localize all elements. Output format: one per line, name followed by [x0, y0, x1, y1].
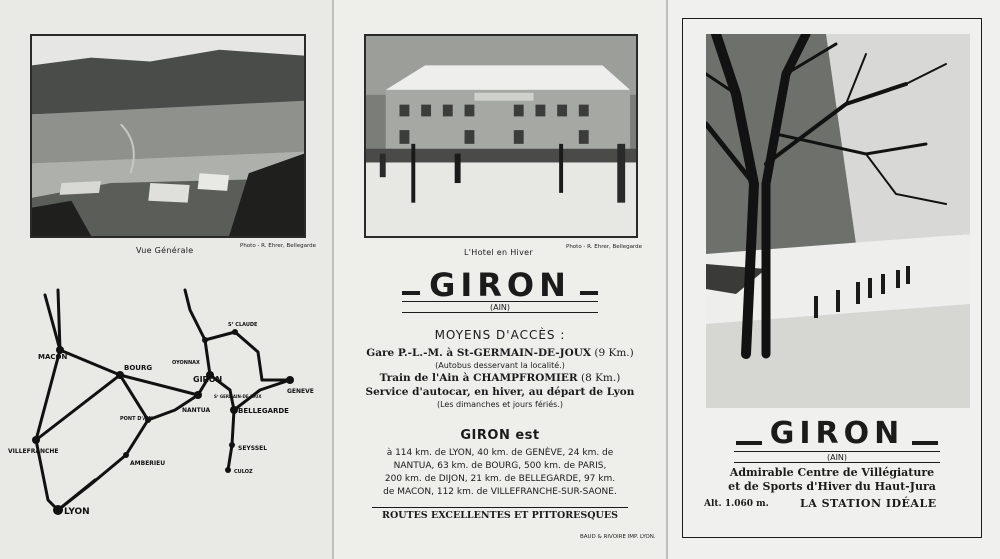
- access-line-4: Service d'autocar, en hiver, au départ de Lyon: [365, 386, 635, 398]
- skiers-tree-photo: [706, 34, 970, 408]
- map-label-amberieu: AMBERIEU: [130, 460, 166, 467]
- map-dot-geneve: [286, 376, 294, 384]
- photo-credit-left: Photo - R. Ehrer, Bellegarde: [240, 243, 317, 249]
- right-title-bar-left: [736, 441, 762, 445]
- roads-slogan: ROUTES EXCELLENTES ET PITTORESQUES: [382, 510, 618, 521]
- left-panel: [0, 0, 332, 559]
- title-bar-right: [580, 291, 598, 295]
- map-label-st-claude: Sᵗ CLAUDE: [228, 322, 258, 328]
- title-bar-left: [402, 291, 420, 295]
- map-label-nantua: NANTUA: [182, 407, 211, 414]
- roads-rule: [372, 507, 628, 508]
- right-subtitle-ain: (AIN): [826, 453, 848, 462]
- photo-credit-middle: Photo - R. Ehrer, Bellegarde: [566, 244, 643, 250]
- map-dot-st-claude: [232, 329, 238, 335]
- subtitle-underline: [402, 301, 598, 313]
- distances-line-3: 200 km. de DIJON, 21 km. de BELLEGARDE, 97 km.: [384, 474, 616, 484]
- map-label-culoz: CULOZ: [234, 469, 253, 475]
- map-dot-bourg: [116, 371, 124, 379]
- map-dot-seyssel: [229, 442, 235, 448]
- distances-line-2: NANTUA, 63 km. de BOURG, 500 km. de PARIS,: [393, 461, 607, 471]
- altitude: Alt. 1.060 m.: [704, 499, 769, 509]
- map-dot-bellegarde: [230, 406, 238, 414]
- access-heading: MOYENS D'ACCÈS :: [434, 328, 566, 342]
- access-line-5: (Les dimanches et jours fériés.): [436, 400, 564, 409]
- photo-caption-general: Vue Générale: [136, 246, 194, 255]
- photo-caption-hotel: L'Hotel en Hiver: [464, 248, 533, 257]
- map-label-seyssel: SEYSSEL: [238, 445, 268, 452]
- map-label-lyon: LYON: [64, 507, 90, 517]
- middle-panel: [334, 0, 666, 559]
- map-dot-culoz: [225, 467, 231, 473]
- map-label-macon: MACON: [38, 353, 68, 361]
- map-dot-oyonnax: [202, 337, 208, 343]
- tagline-line-1: Admirable Centre de Villégiature: [729, 466, 935, 479]
- hotel-winter-photo: [364, 34, 638, 238]
- right-title-giron: GIRON: [769, 416, 905, 451]
- general-view-photo: [30, 34, 306, 238]
- map-dot-nantua: [194, 391, 202, 399]
- map-label-bellegarde: BELLEGARDE: [238, 407, 289, 415]
- map-dot-amberieu: [123, 452, 129, 458]
- map-label-bourg: BOURG: [124, 364, 153, 372]
- subtitle-ain: (AIN): [489, 303, 511, 312]
- access-line-1: Gare P.-L.-M. à St-GERMAIN-DE-JOUX (9 Km.): [366, 347, 634, 359]
- slogan: LA STATION IDÉALE: [800, 497, 937, 510]
- map-dot-villefranche: [32, 436, 40, 444]
- access-line-3: Train de l'Ain à CHAMPFROMIER (8 Km.): [379, 372, 621, 384]
- printer-credit: BAUD & RIVOIRE IMP. LYON.: [580, 534, 656, 540]
- title-giron: GIRON: [429, 266, 571, 304]
- distances-line-1: à 114 km. de LYON, 40 km. de GENÈVE, 24 km. de: [386, 448, 614, 458]
- tagline-line-2: et de Sports d'Hiver du Haut-Jura: [728, 480, 936, 493]
- map-label-st-germain: Sᵗ GERMAIN-DE-JOUX: [214, 394, 262, 399]
- road-map: [0, 270, 332, 540]
- access-line-2: (Autobus desservant la localité.): [435, 361, 565, 370]
- right-title-bar-right: [912, 441, 938, 445]
- map-label-pont-ain: PONT D'AIN: [120, 416, 153, 422]
- map-label-giron: GIRON: [193, 375, 223, 384]
- map-dot-lyon: [53, 505, 63, 515]
- map-label-oyonnax: OYONNAX: [172, 360, 200, 366]
- map-label-villefranche: VILLEFRANCHE: [8, 448, 59, 455]
- distances-line-4: de MACON, 112 km. de VILLEFRANCHE-SUR-SAONE.: [383, 487, 617, 497]
- distances-heading: GIRON est: [460, 428, 540, 443]
- map-label-geneve: GENEVE: [287, 388, 314, 395]
